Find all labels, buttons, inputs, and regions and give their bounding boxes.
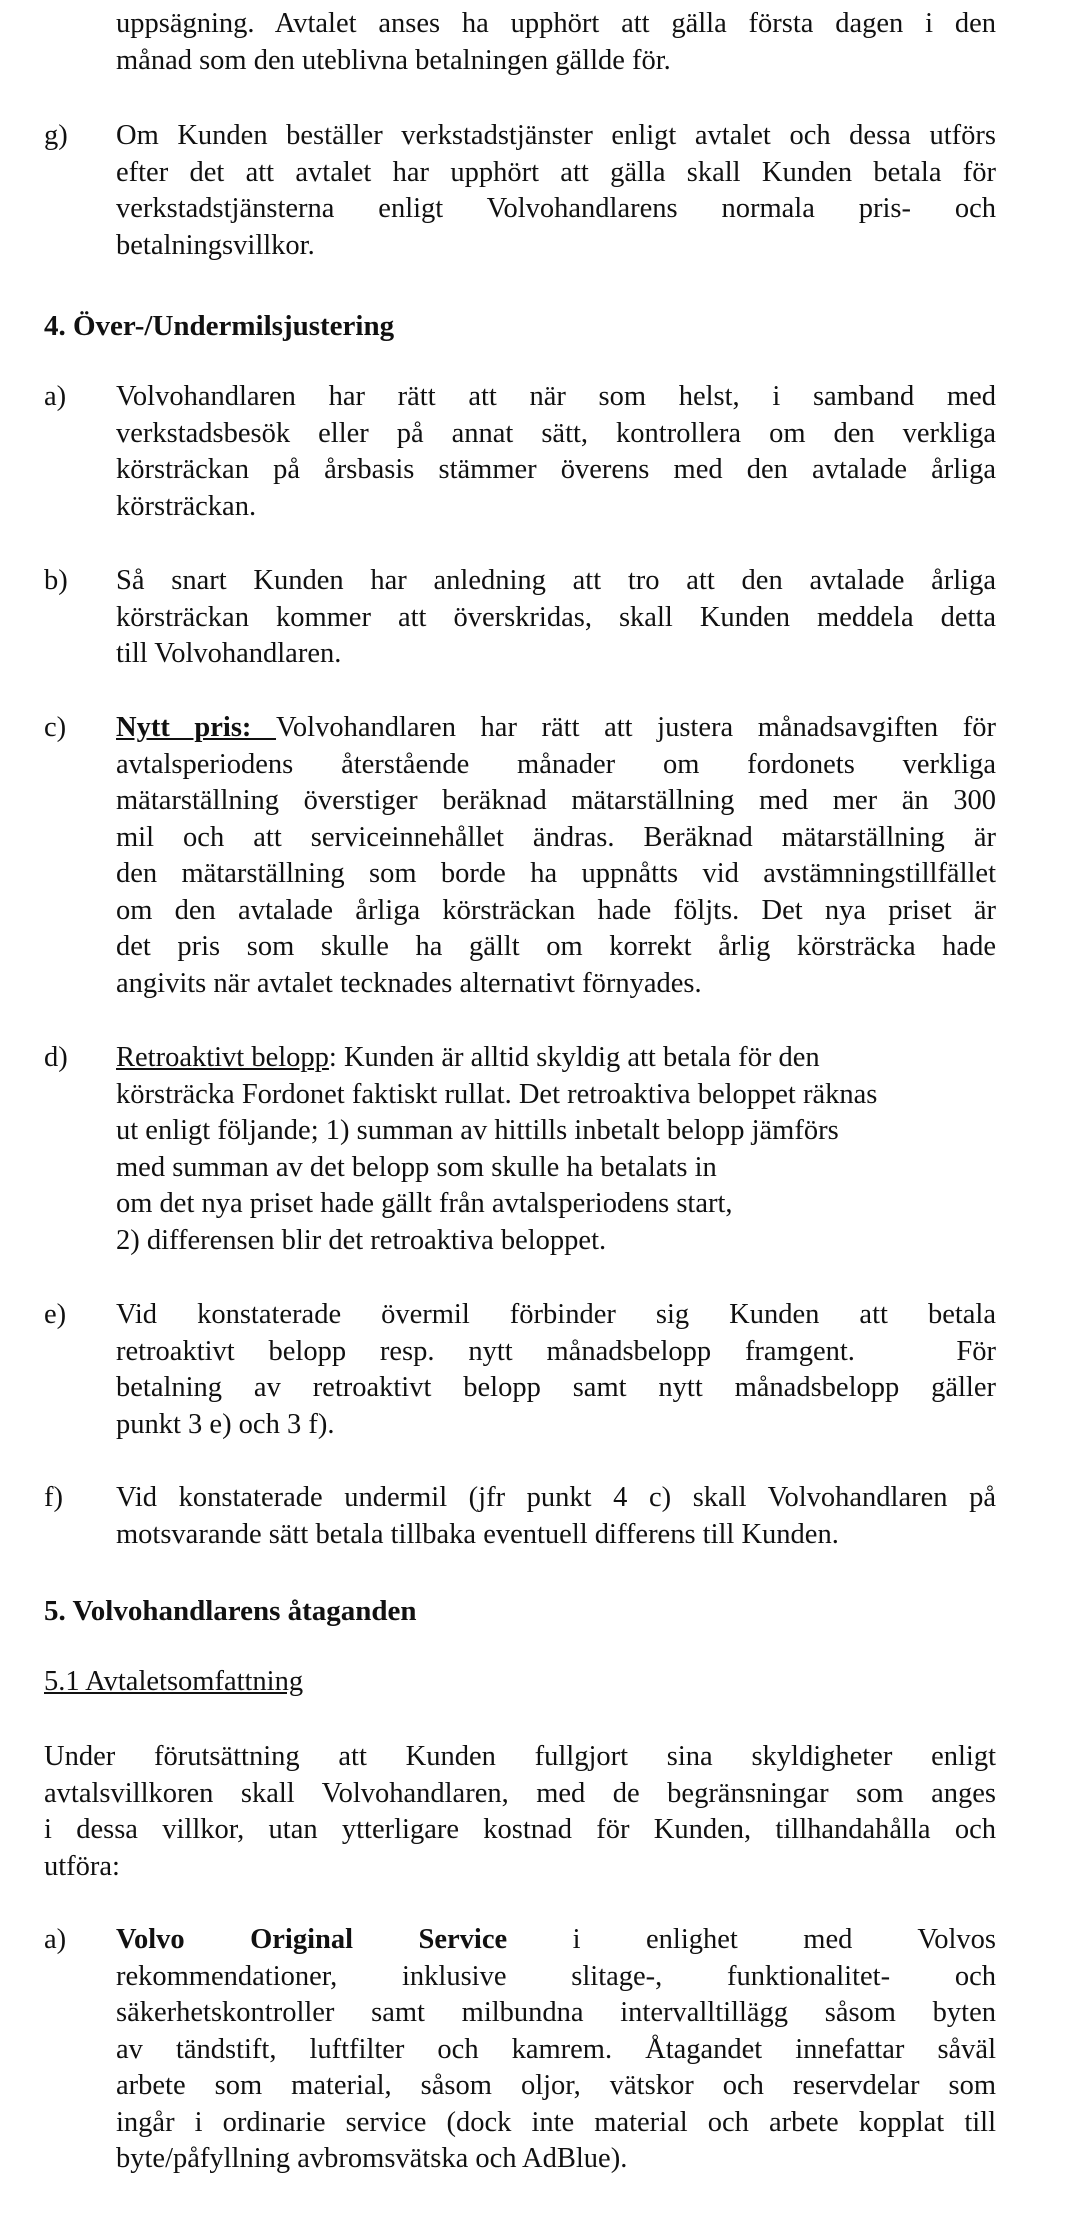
item-label-4b: b) [44,565,68,596]
text-line: Om Kunden beställer verkstadstjänster enligt avtalet och dessa utförs [116,120,996,151]
text-line: Under förutsättning att Kunden fullgjort sina skyldigheter enligt [44,1741,996,1772]
text-line: motsvarande sätt betala tillbaka eventuell differens till Kunden. [116,1518,839,1550]
text-line [116,1040,996,1077]
item-label-4f: f) [44,1482,63,1513]
paragraph-5-1-intro [44,1739,996,1885]
item-label-4c: c) [44,712,67,743]
text-line: körsträcka Fordonet faktiskt rullat. Det retroaktiva beloppet räknas [116,1078,878,1110]
text-line: efter det att avtalet har upphört att gälla skall Kunden betala för [116,156,996,188]
text-line: med summan av det belopp som skulle ha betalats in [116,1151,717,1183]
text-line: Vid konstaterade undermil (jfr punkt 4 c) skall Volvohandlaren på [116,1482,996,1513]
paragraph-3g [116,118,996,264]
text-line: punkt 3 e) och 3 f). [116,1408,335,1440]
item-label-5-1a: a) [44,1924,67,1955]
text-line: det pris som skulle ha gällt om korrekt årlig körsträcka hade [116,931,996,962]
text-line: körsträckan på årsbasis stämmer överens med den avtalade årliga [116,454,996,485]
text-line: arbete som material, såsom oljor, vätskor och reservdelar som [116,2070,996,2101]
subsection-5-1-heading: 5.1 Avtaletsomfattning [44,1666,304,1697]
paragraph-4f [116,1480,996,1553]
text-line: körsträckan kommer att överskridas, skall Kunden meddela detta [116,601,996,633]
text-fragment: Volvohandlaren har rätt att justera månadsavgiften för [276,712,996,743]
paragraph-4e [116,1297,996,1443]
text-line: den mätarställning som borde ha uppnåtts vid avstämningstillfället [116,858,996,889]
text-line [116,1922,996,1959]
text-line: byte/påfyllning avbromsvätska och AdBlue). [116,2143,628,2174]
item-label-3g: g) [44,120,68,151]
item-label-4a: a) [44,381,67,412]
text-line: mätarställning överstiger beräknad mätarställning med mer än 300 [116,785,996,816]
term-volvo-original-service: Volvo Original Service [116,1924,508,1955]
paragraph-4d [116,1040,996,1259]
text-line: Vid konstaterade övermil förbinder sig Kunden att betala [116,1299,996,1330]
item-label-4d: d) [44,1042,68,1073]
text-line: säkerhetskontroller samt milbundna intervalltillägg såsom byten [116,1997,996,2028]
paragraph-4b [116,563,996,673]
text-line: betalningsvillkor. [116,229,315,261]
text-line: verkstadsbesök eller på annat sätt, kontrollera om den verkliga [116,417,996,449]
text-line: utföra: [44,1850,120,1882]
term-nytt-pris: Nytt pris: [116,712,277,743]
text-line: avtalsperiodens återstående månader om fordonets verkliga [116,748,996,780]
text-line: angivits när avtalet tecknades alternativt förnyades. [116,967,702,999]
section-5-heading: 5. Volvohandlarens åtaganden [44,1595,417,1627]
text-line: 2) differensen blir det retroaktiva beloppet. [116,1224,607,1256]
paragraph-3f-continuation [116,6,996,79]
text-line: uppsägning. Avtalet anses ha upphört att gälla första dagen i den [116,8,996,39]
text-fragment: i enlighet med Volvos [507,1924,996,1955]
section-4-heading: 4. Över-/Undermilsjustering [44,310,395,342]
text-line: mil och att serviceinnehållet ändras. Beräknad mätarställning är [116,821,996,853]
text-line: avtalsvillkoren skall Volvohandlaren, med de begränsningar som anges [44,1777,996,1809]
text-line: Volvohandlaren har rätt att när som helst, i samband med [116,381,996,412]
item-label-4e: e) [44,1299,67,1330]
text-line: verkstadstjänsterna enligt Volvohandlarens normala pris- och [116,193,996,224]
text-line: i dessa villkor, utan ytterligare kostnad för Kunden, tillhandahålla och [44,1814,996,1845]
text-line: ingår i ordinarie service (dock inte material och arbete kopplat till [116,2106,996,2138]
text-line: retroaktivt belopp resp. nytt månadsbelopp framgent. För [116,1335,996,1367]
text-line: ut enligt följande; 1) summan av hittills inbetalt belopp jämförs [116,1115,839,1146]
paragraph-5-1a [116,1922,996,2178]
paragraph-4a [116,379,996,525]
text-line: betalning av retroaktivt belopp samt nytt månadsbelopp gäller [116,1372,996,1403]
text-line: månad som den uteblivna betalningen gällde för. [116,44,671,76]
text-line: körsträckan. [116,490,257,522]
paragraph-4c [116,710,996,1002]
text-line: om den avtalade årliga körsträckan hade följts. Det nya priset är [116,894,996,926]
text-line [116,710,996,747]
text-line: av tändstift, luftfilter och kamrem. Åtagandet innefattar såväl [116,2033,996,2065]
text-line: Så snart Kunden har anledning att tro att den avtalade årliga [116,565,996,596]
text-line: till Volvohandlaren. [116,638,342,669]
text-line: rekommendationer, inklusive slitage-, funktionalitet- och [116,1960,996,1992]
term-retroaktivt-belopp: Retroaktivt belopp [116,1042,329,1073]
text-fragment: : Kunden är alltid skyldig att betala för den [328,1042,820,1073]
text-line: om det nya priset hade gällt från avtalsperiodens start, [116,1188,733,1219]
